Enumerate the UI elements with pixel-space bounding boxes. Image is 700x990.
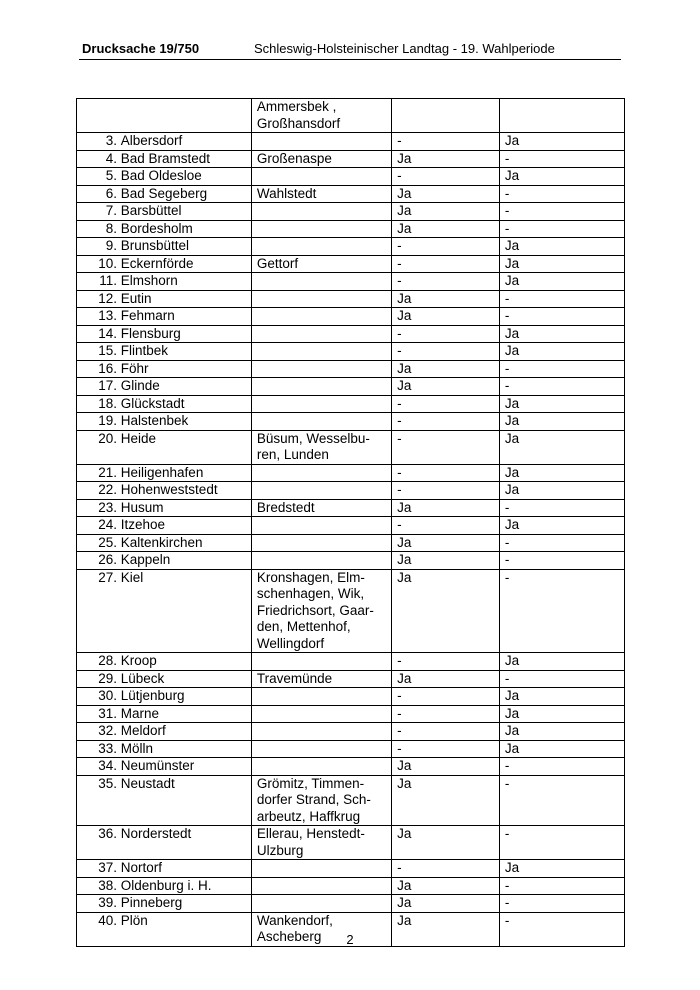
city-name: Mölln (120, 740, 154, 756)
column-3-value: Ja (392, 775, 500, 826)
column-4-value: - (499, 775, 624, 826)
city-name: Heide (120, 430, 157, 446)
city-cell (77, 343, 252, 361)
associated-places-cell: Grömitz, Timmen- dorfer Strand, Sch- arbeutz, Haffkrug (251, 775, 391, 826)
column-3-value: Ja (392, 569, 500, 653)
column-4-value: - (499, 877, 624, 895)
associated-places-cell (251, 308, 391, 326)
city-name: Pinneberg (120, 895, 183, 910)
column-4-value: - (499, 534, 624, 552)
associated-places-cell (251, 290, 391, 308)
table-row (77, 482, 625, 500)
city-cell (77, 290, 252, 308)
column-4-value: Ja (499, 482, 624, 500)
city-cell (77, 569, 252, 653)
associated-places-cell (251, 413, 391, 431)
city-name: Norderstedt (120, 826, 192, 841)
row-number: 31. (98, 705, 117, 721)
table-row (77, 653, 625, 671)
row-number: 30. (98, 688, 117, 703)
column-4-value: Ja (499, 723, 624, 741)
column-3-value (392, 99, 500, 133)
city-name: Heiligenhafen (120, 464, 204, 480)
city-name: Glinde (120, 378, 160, 393)
city-cell (77, 308, 252, 326)
column-4-value: - (499, 499, 624, 517)
row-number: 21. (98, 464, 117, 480)
table-row (77, 705, 625, 723)
city-cell (77, 758, 252, 776)
table-row (77, 534, 625, 552)
table-row (77, 877, 625, 895)
associated-places-cell (251, 534, 391, 552)
column-3-value: - (392, 255, 500, 273)
column-4-value: Ja (499, 517, 624, 535)
associated-places-cell: Großenaspe (251, 150, 391, 168)
column-4-value: Ja (499, 325, 624, 343)
row-number: 16. (98, 360, 117, 376)
table-row (77, 670, 625, 688)
table-row (77, 360, 625, 378)
table-row (77, 499, 625, 517)
column-4-value: - (499, 150, 624, 168)
row-number: 36. (98, 826, 117, 841)
city-cell (77, 895, 252, 913)
column-3-value: Ja (392, 670, 500, 688)
city-name: Eutin (120, 290, 152, 306)
city-cell (77, 168, 252, 186)
row-number: 12. (98, 290, 117, 306)
associated-places-cell: Büsum, Wesselbu- ren, Lunden (251, 430, 391, 464)
city-name: Kroop (120, 653, 157, 668)
city-name: Kiel (120, 569, 144, 585)
table-row (77, 308, 625, 326)
table-row (77, 569, 625, 653)
column-4-value: - (499, 552, 624, 570)
column-3-value: - (392, 860, 500, 878)
column-3-value: - (392, 325, 500, 343)
row-number: 17. (98, 378, 117, 393)
table-row (77, 378, 625, 396)
city-cell (77, 860, 252, 878)
associated-places-cell: Travemünde (251, 670, 391, 688)
column-4-value: - (499, 895, 624, 913)
associated-places-cell (251, 482, 391, 500)
city-cell (77, 360, 252, 378)
city-name: Brunsbüttel (120, 238, 190, 253)
row-number: 32. (98, 723, 117, 738)
city-name: Glückstadt (120, 395, 185, 411)
associated-places-cell (251, 343, 391, 361)
table-row (77, 255, 625, 273)
column-3-value: - (392, 688, 500, 706)
city-cell (77, 273, 252, 291)
row-number: 7. (105, 203, 117, 218)
row-number: 24. (98, 517, 117, 532)
city-cell (77, 464, 252, 482)
city-name: Barsbüttel (120, 203, 182, 218)
city-cell (77, 670, 252, 688)
city-name: Elmshorn (120, 273, 178, 288)
table-row (77, 723, 625, 741)
document-title: Schleswig-Holsteinischer Landtag - 19. Wahlperiode (254, 41, 555, 56)
associated-places-cell (251, 653, 391, 671)
city-name: Meldorf (120, 723, 166, 738)
table-row (77, 688, 625, 706)
associated-places-cell (251, 395, 391, 413)
city-name: Hohenweststedt (120, 482, 218, 497)
city-cell (77, 877, 252, 895)
city-name: Bad Segeberg (120, 185, 208, 201)
table-row (77, 413, 625, 431)
row-number: 34. (98, 758, 117, 773)
row-number: 25. (98, 534, 117, 550)
column-3-value: - (392, 395, 500, 413)
row-number: 5. (105, 168, 117, 183)
city-cell (77, 325, 252, 343)
row-number: 40. (98, 912, 117, 928)
table-row (77, 99, 625, 133)
column-3-value: Ja (392, 220, 500, 238)
associated-places-cell (251, 688, 391, 706)
column-3-value: Ja (392, 552, 500, 570)
row-number: 11. (99, 273, 117, 288)
associated-places-cell (251, 133, 391, 151)
city-cell (77, 255, 252, 273)
column-3-value: - (392, 238, 500, 256)
associated-places-cell (251, 220, 391, 238)
column-3-value: Ja (392, 895, 500, 913)
table-row (77, 860, 625, 878)
column-3-value: Ja (392, 290, 500, 308)
column-3-value: Ja (392, 150, 500, 168)
city-name: Husum (120, 499, 164, 515)
associated-places-cell: Wankendorf, Ascheberg (251, 912, 391, 946)
column-3-value: - (392, 653, 500, 671)
city-cell (77, 133, 252, 151)
table-row (77, 290, 625, 308)
table-row (77, 552, 625, 570)
column-3-value: - (392, 517, 500, 535)
column-4-value (499, 99, 624, 133)
row-number: 4. (105, 150, 117, 166)
table-row (77, 273, 625, 291)
city-cell (77, 395, 252, 413)
column-3-value: Ja (392, 826, 500, 860)
city-name: Bad Bramstedt (120, 150, 211, 166)
associated-places-cell (251, 464, 391, 482)
associated-places-cell (251, 877, 391, 895)
column-4-value: Ja (499, 464, 624, 482)
associated-places-cell (251, 517, 391, 535)
city-name: Eckernförde (120, 255, 194, 271)
row-number: 27. (98, 569, 117, 585)
associated-places-cell (251, 378, 391, 396)
table-row (77, 395, 625, 413)
row-number: 33. (98, 740, 117, 756)
row-number: 28. (98, 653, 117, 668)
column-3-value: Ja (392, 877, 500, 895)
associated-places-cell: Bredstedt (251, 499, 391, 517)
table-row (77, 895, 625, 913)
table-row (77, 238, 625, 256)
city-name: Plön (120, 912, 148, 928)
column-3-value: Ja (392, 534, 500, 552)
city-cell (77, 740, 252, 758)
table-row (77, 758, 625, 776)
table-row (77, 740, 625, 758)
column-3-value: Ja (392, 499, 500, 517)
column-4-value: - (499, 758, 624, 776)
associated-places-cell: Gettorf (251, 255, 391, 273)
city-cell (77, 150, 252, 168)
city-cell (77, 688, 252, 706)
column-4-value: Ja (499, 430, 624, 464)
associated-places-cell: Ammersbek , Großhansdorf (251, 99, 391, 133)
column-4-value: - (499, 569, 624, 653)
row-number: 26. (98, 552, 117, 567)
column-4-value: - (499, 360, 624, 378)
table-row (77, 150, 625, 168)
column-4-value: Ja (499, 343, 624, 361)
row-number: 13. (98, 308, 117, 323)
column-4-value: Ja (499, 168, 624, 186)
column-3-value: - (392, 168, 500, 186)
column-4-value: Ja (499, 653, 624, 671)
city-name: Bordesholm (120, 220, 193, 236)
city-name: Lübeck (120, 670, 165, 686)
city-cell (77, 653, 252, 671)
city-name: Albersdorf (120, 133, 183, 148)
city-cell (77, 552, 252, 570)
table-body (77, 99, 625, 947)
associated-places-cell (251, 238, 391, 256)
table-row (77, 826, 625, 860)
row-number: 37. (98, 860, 117, 875)
municipality-table (76, 98, 625, 947)
column-3-value: Ja (392, 308, 500, 326)
column-3-value: - (392, 482, 500, 500)
city-cell (77, 775, 252, 826)
table-row (77, 133, 625, 151)
city-name: Kappeln (120, 552, 171, 567)
city-cell (77, 482, 252, 500)
city-cell (77, 499, 252, 517)
associated-places-cell (251, 203, 391, 221)
header-divider (79, 59, 621, 60)
column-4-value: - (499, 290, 624, 308)
table-row (77, 203, 625, 221)
column-3-value: - (392, 723, 500, 741)
table-row (77, 430, 625, 464)
table-row (77, 325, 625, 343)
city-name: Halstenbek (120, 413, 189, 428)
associated-places-cell (251, 325, 391, 343)
column-3-value: - (392, 343, 500, 361)
column-4-value: Ja (499, 413, 624, 431)
column-4-value: - (499, 670, 624, 688)
city-cell (77, 826, 252, 860)
associated-places-cell: Wahlstedt (251, 185, 391, 203)
row-number: 20. (98, 430, 117, 446)
row-number: 15. (98, 343, 117, 358)
associated-places-cell (251, 758, 391, 776)
associated-places-cell: Ellerau, Henstedt- Ulzburg (251, 826, 391, 860)
row-number: 23. (98, 499, 117, 515)
table-row (77, 220, 625, 238)
column-3-value: Ja (392, 912, 500, 946)
city-cell (77, 99, 252, 133)
city-cell (77, 185, 252, 203)
associated-places-cell (251, 723, 391, 741)
city-name: Oldenburg i. H. (120, 877, 212, 893)
city-name: Flintbek (120, 343, 169, 358)
column-4-value: Ja (499, 273, 624, 291)
city-name: Neumünster (120, 758, 195, 773)
associated-places-cell (251, 168, 391, 186)
column-3-value: Ja (392, 360, 500, 378)
city-cell (77, 413, 252, 431)
city-name: Bad Oldesloe (120, 168, 202, 183)
table-row (77, 185, 625, 203)
document-number: Drucksache 19/750 (82, 41, 200, 56)
column-4-value: Ja (499, 395, 624, 413)
row-number: 35. (98, 775, 117, 791)
city-cell (77, 430, 252, 464)
column-3-value: Ja (392, 185, 500, 203)
column-4-value: - (499, 308, 624, 326)
associated-places-cell (251, 360, 391, 378)
page-number: 2 (346, 932, 354, 947)
city-name: Marne (120, 705, 160, 721)
row-number: 18. (98, 395, 117, 411)
city-cell (77, 705, 252, 723)
associated-places-cell (251, 705, 391, 723)
city-cell (77, 238, 252, 256)
city-name: Nortorf (120, 860, 163, 875)
city-name: Itzehoe (120, 517, 166, 532)
city-name: Neustadt (120, 775, 175, 791)
column-4-value: - (499, 912, 624, 946)
column-3-value: - (392, 133, 500, 151)
column-3-value: - (392, 705, 500, 723)
row-number: 6. (105, 185, 117, 201)
column-3-value: - (392, 740, 500, 758)
column-4-value: - (499, 378, 624, 396)
city-cell (77, 203, 252, 221)
city-name: Fehmarn (120, 308, 175, 323)
column-4-value: - (499, 203, 624, 221)
table-row (77, 168, 625, 186)
column-4-value: - (499, 220, 624, 238)
associated-places-cell (251, 860, 391, 878)
column-4-value: Ja (499, 255, 624, 273)
associated-places-cell (251, 552, 391, 570)
city-cell (77, 723, 252, 741)
associated-places-cell: Kronshagen, Elm- schenhagen, Wik, Friedrichsort, Gaar- den, Mettenhof, Wellingdorf (251, 569, 391, 653)
city-cell (77, 534, 252, 552)
column-3-value: Ja (392, 758, 500, 776)
row-number: 29. (98, 670, 117, 686)
column-3-value: Ja (392, 203, 500, 221)
row-number: 22. (98, 482, 117, 497)
column-3-value: - (392, 413, 500, 431)
column-3-value: Ja (392, 378, 500, 396)
table-row (77, 517, 625, 535)
column-3-value: - (392, 430, 500, 464)
table-row (77, 464, 625, 482)
row-number: 14. (98, 325, 117, 341)
row-number: 8. (105, 220, 117, 236)
row-number: 38. (98, 877, 117, 893)
city-name: Lütjenburg (120, 688, 185, 703)
row-number: 10. (98, 255, 117, 271)
column-4-value: Ja (499, 133, 624, 151)
city-cell (77, 220, 252, 238)
city-cell (77, 378, 252, 396)
row-number: 3. (105, 133, 117, 148)
city-cell (77, 517, 252, 535)
city-name: Kaltenkirchen (120, 534, 203, 550)
row-number: 9. (105, 238, 117, 253)
row-number: 39. (98, 895, 117, 910)
column-4-value: Ja (499, 740, 624, 758)
row-number: 19. (98, 413, 117, 428)
city-name: Föhr (120, 360, 149, 376)
column-4-value: - (499, 826, 624, 860)
column-3-value: - (392, 273, 500, 291)
column-4-value: - (499, 185, 624, 203)
associated-places-cell (251, 740, 391, 758)
column-4-value: Ja (499, 705, 624, 723)
column-4-value: Ja (499, 688, 624, 706)
column-3-value: - (392, 464, 500, 482)
column-4-value: Ja (499, 238, 624, 256)
city-name: Flensburg (120, 325, 181, 341)
associated-places-cell (251, 273, 391, 291)
column-4-value: Ja (499, 860, 624, 878)
table-row (77, 343, 625, 361)
table-row (77, 775, 625, 826)
associated-places-cell (251, 895, 391, 913)
